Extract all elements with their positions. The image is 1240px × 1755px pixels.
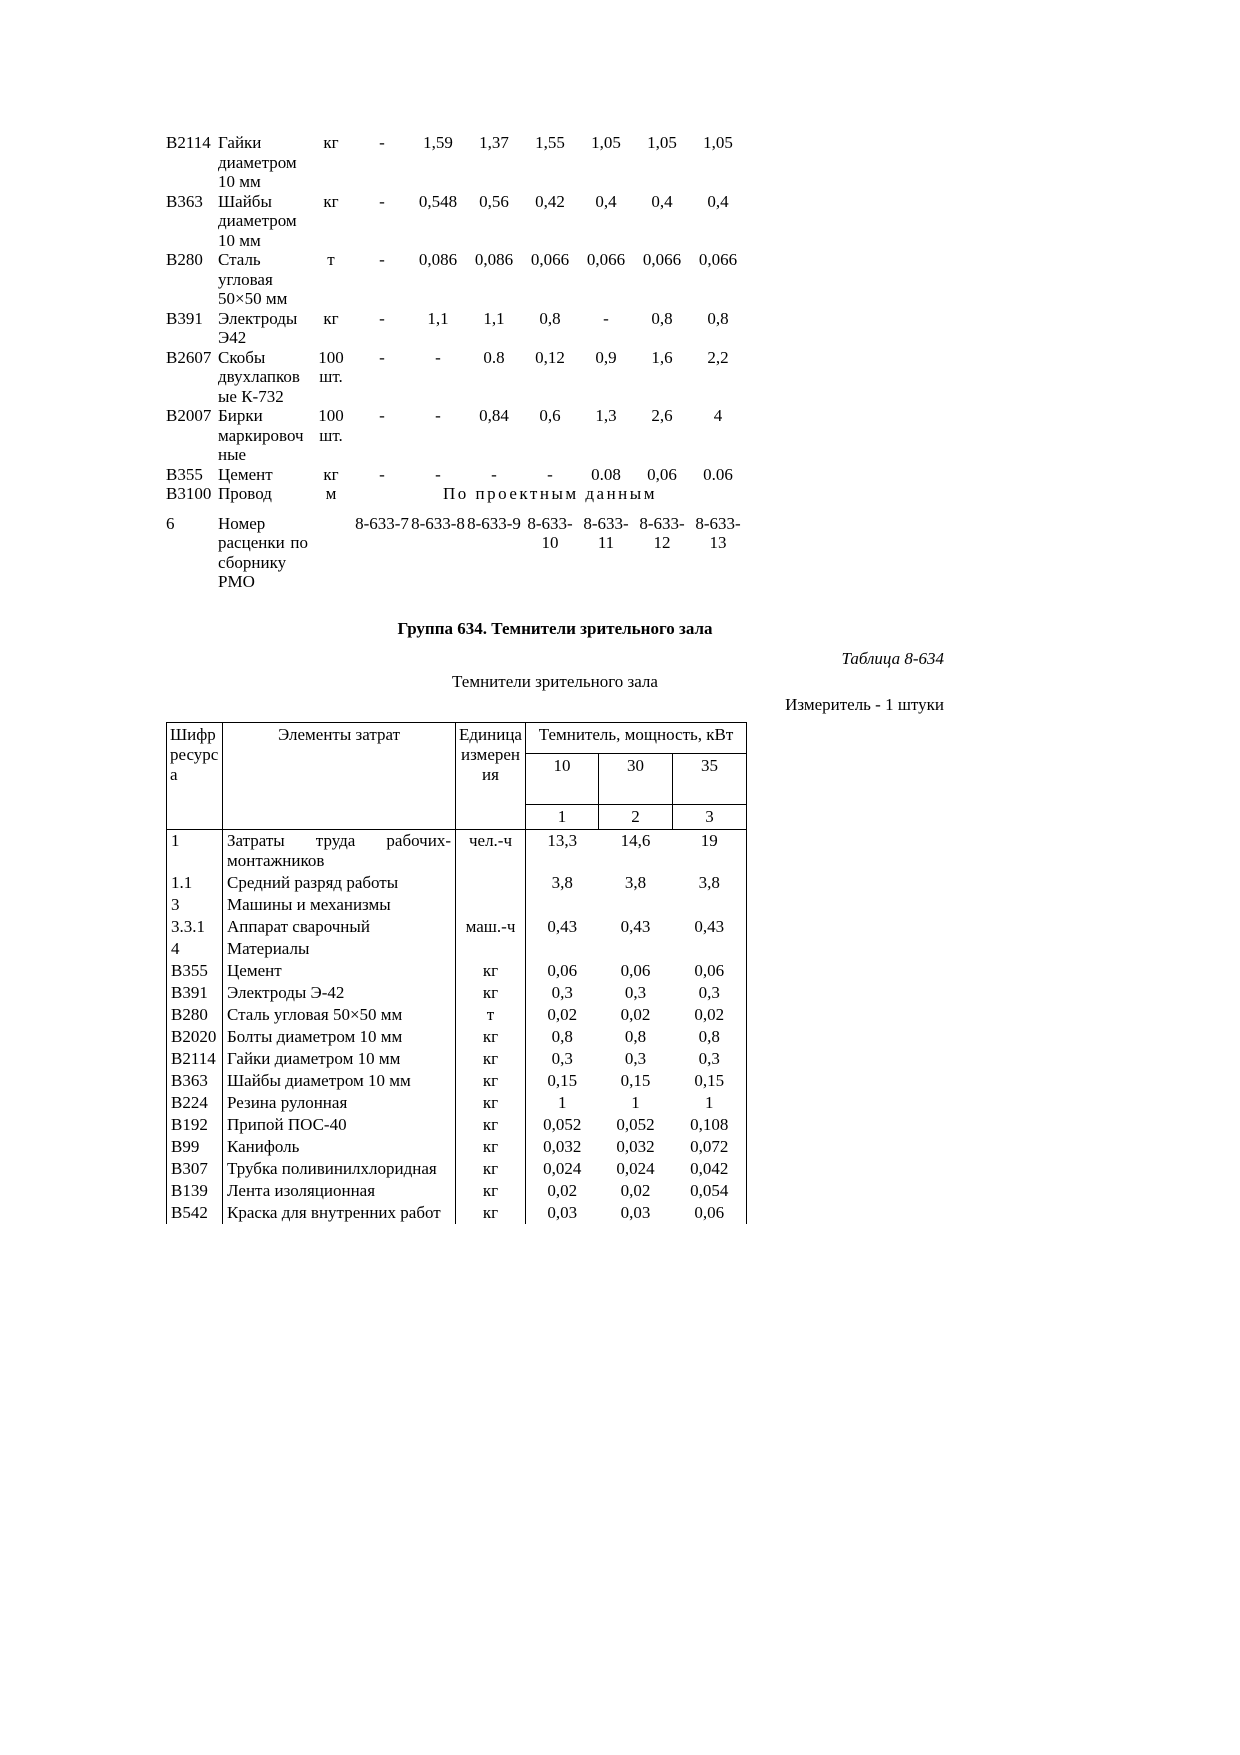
table-title: Темнители зрительного зала — [452, 671, 658, 691]
value-cell: 0,42 — [535, 191, 565, 211]
table-row — [167, 1158, 747, 1180]
unit-of-measure: т — [456, 1004, 526, 1026]
unit-of-measure: кг — [456, 1180, 526, 1202]
value-cell: 0,054 — [690, 1180, 729, 1200]
value-cell: 4 — [713, 406, 723, 425]
value-cell: 0,6 — [539, 406, 561, 425]
cost-element-name: Припой ПОС-40 — [223, 1114, 456, 1136]
value-cell: 0,8 — [698, 1026, 720, 1046]
resource-code: В355 — [166, 464, 203, 484]
value-cell: 0,02 — [694, 1004, 725, 1024]
value-cell: - — [603, 308, 609, 328]
cost-table-body — [167, 829, 747, 1224]
value-cell: 0,086 — [418, 250, 458, 269]
header-resource-code: Шифр ресурса — [167, 722, 223, 829]
cost-element-name: Материалы — [223, 938, 456, 960]
table-row — [167, 1136, 747, 1158]
table-row — [166, 504, 746, 592]
cost-element-name: Скобы двухлапковые К-732 — [218, 347, 300, 406]
resource-code: В363 — [166, 191, 203, 211]
value-cell: 0,4 — [707, 191, 729, 211]
header-row-main — [167, 722, 747, 753]
value-cell: 0,15 — [620, 1070, 651, 1090]
unit-of-measure: кг — [456, 1070, 526, 1092]
value-cell: - — [379, 308, 385, 328]
table-row — [167, 1202, 747, 1224]
value-cell: 0,086 — [474, 250, 514, 269]
group-heading: Группа 634. Темнители зрительного зала — [397, 618, 713, 638]
value-cell: 0,06 — [694, 960, 725, 980]
resource-code: В280 — [167, 1004, 223, 1026]
value-cell: 1,55 — [535, 133, 565, 152]
table-row — [167, 1070, 747, 1092]
value-cell: 0,4 — [595, 191, 617, 211]
unit-of-measure: кг — [456, 960, 526, 982]
value-cell: 3,8 — [624, 872, 647, 892]
unit-of-measure: кг — [323, 191, 339, 211]
cost-element-name: Гайки диаметром 10 мм — [218, 133, 297, 191]
value-cell: 0,8 — [624, 1026, 647, 1046]
value-cell: 0,43 — [547, 916, 578, 936]
value-cell: 1,1 — [427, 308, 449, 328]
value-cell: 1,3 — [595, 406, 617, 425]
unit-of-measure: кг — [456, 1048, 526, 1070]
value-cell: 0,43 — [694, 916, 725, 936]
cost-element-name: Шайбы диаметром 10 мм — [218, 191, 297, 250]
value-cell: 1,1 — [483, 308, 505, 328]
unit-of-measure: кг — [456, 1136, 526, 1158]
resource-code: В542 — [167, 1202, 223, 1224]
table-row — [166, 484, 746, 504]
table-row — [166, 192, 746, 251]
value-cell: 1,59 — [423, 133, 453, 152]
table-row — [167, 829, 747, 872]
table-row — [167, 1114, 747, 1136]
table-row — [167, 938, 747, 960]
table-row — [167, 1026, 747, 1048]
table-row — [167, 1180, 747, 1202]
value-cell — [673, 894, 747, 916]
resource-code: 1.1 — [167, 872, 223, 894]
unit-of-measure — [308, 504, 354, 592]
value-cell: - — [379, 406, 385, 425]
value-cell: 0.8 — [483, 347, 505, 367]
cost-element-name: Сталь угловая 50×50 мм — [223, 1004, 456, 1026]
cost-element-name: Гайки диаметром 10 мм — [223, 1048, 456, 1070]
value-cell: 0,066 — [530, 250, 570, 269]
cost-element-name: Машины и механизмы — [223, 894, 456, 916]
cost-element-name: Трубка поливинилхлоридная — [223, 1158, 456, 1180]
value-cell: 8-633-11 — [583, 513, 629, 552]
value-cell: 8-633-8 — [411, 513, 465, 533]
value-cell: 0,3 — [624, 1048, 647, 1068]
cost-element-name: Цемент — [223, 960, 456, 982]
resource-code: В2007 — [166, 406, 212, 425]
cost-element-name: Лента изоляционная — [223, 1180, 456, 1202]
resource-code: В2020 — [167, 1026, 223, 1048]
value-cell — [526, 938, 599, 960]
unit-of-measure: маш.-ч — [456, 916, 526, 938]
table-row — [167, 894, 747, 916]
value-cell: 0,15 — [547, 1070, 578, 1090]
resource-code: В307 — [167, 1158, 223, 1180]
resource-code: В99 — [167, 1136, 223, 1158]
value-cell: 0,06 — [694, 1202, 725, 1222]
cost-element-name: Сталь угловая 50×50 мм — [218, 250, 288, 308]
unit-of-measure: 100 шт. — [318, 347, 344, 386]
header-column-number-2: 2 — [599, 804, 673, 829]
value-cell — [599, 894, 673, 916]
value-cell: 0.08 — [591, 464, 621, 484]
unit-of-measure: кг — [323, 133, 339, 152]
unit-of-measure: кг — [323, 308, 339, 328]
value-cell: 1 — [631, 1092, 640, 1112]
cost-element-name: Затраты труда рабочих-монтажников — [223, 829, 456, 872]
header-power-35: 35 — [673, 753, 747, 804]
table-row — [167, 1092, 747, 1114]
value-cell: 0,06 — [547, 960, 578, 980]
table-row — [167, 1048, 747, 1070]
previous-group-resource-table — [166, 133, 746, 592]
header-column-number-1: 1 — [526, 804, 599, 829]
table-number-label: Таблица 8-634 — [841, 649, 944, 668]
resource-code: В2114 — [166, 133, 211, 152]
unit-of-measure — [456, 938, 526, 960]
value-cell: 0,3 — [624, 982, 647, 1002]
value-cell: 0,042 — [690, 1158, 729, 1178]
table-row — [166, 309, 746, 348]
resource-code: В355 — [167, 960, 223, 982]
value-cell: 1,05 — [591, 133, 621, 152]
value-cell: 0,8 — [551, 1026, 573, 1046]
cost-element-name: Электроды Э-42 — [223, 982, 456, 1004]
value-cell: 0,052 — [543, 1114, 582, 1134]
resource-code: 1 — [167, 829, 223, 872]
value-cell: 0,02 — [547, 1180, 578, 1200]
cost-element-name: Электроды Э42 — [218, 308, 298, 347]
value-cell: - — [379, 133, 385, 152]
value-cell: 2,6 — [651, 406, 673, 425]
header-power-group: Темнитель, мощность, кВт — [526, 722, 747, 753]
resource-code: В139 — [167, 1180, 223, 1202]
value-cell: 0,02 — [620, 1004, 651, 1024]
value-cell: 0,8 — [651, 308, 673, 328]
unit-of-measure: кг — [456, 982, 526, 1004]
unit-of-measure: кг — [456, 1114, 526, 1136]
previous-table-body — [166, 133, 746, 592]
value-cell: 19 — [700, 830, 718, 850]
value-cell — [599, 938, 673, 960]
value-cell — [673, 938, 747, 960]
resource-code: В391 — [167, 982, 223, 1004]
value-cell: 0,15 — [694, 1070, 725, 1090]
value-cell: 8-633-10 — [527, 513, 573, 552]
resource-code: В192 — [167, 1114, 223, 1136]
value-cell: 0,3 — [698, 982, 720, 1002]
value-cell: 0,3 — [698, 1048, 720, 1068]
value-cell: 0,066 — [642, 250, 682, 269]
header-power-10: 10 — [526, 753, 599, 804]
page-content — [166, 0, 944, 1224]
table-row — [166, 348, 746, 407]
value-cell: - — [435, 347, 441, 367]
unit-of-measure: чел.-ч — [456, 829, 526, 872]
cost-element-name: Болты диаметром 10 мм — [223, 1026, 456, 1048]
value-cell: 0,06 — [647, 464, 677, 484]
cost-element-name: Резина рулонная — [223, 1092, 456, 1114]
cost-element-name: Провод — [218, 484, 272, 503]
value-cell: 0,3 — [551, 1048, 573, 1068]
value-cell: 0,024 — [616, 1158, 655, 1178]
span-note: По проектным данным — [443, 484, 657, 503]
cost-element-name: Краска для внутренних работ — [223, 1202, 456, 1224]
cost-element-name: Цемент — [218, 464, 273, 484]
value-cell: - — [379, 347, 385, 367]
value-cell: 0,066 — [586, 250, 626, 269]
table-row — [167, 1004, 747, 1026]
resource-code: В2114 — [167, 1048, 223, 1070]
value-cell: 0,066 — [698, 250, 738, 269]
value-cell: 3,8 — [551, 872, 573, 892]
value-cell: 1,6 — [651, 347, 673, 367]
value-cell: 1,05 — [703, 133, 733, 152]
value-cell: 0,56 — [479, 191, 509, 211]
value-cell: 0,3 — [551, 982, 573, 1002]
value-cell: 1,37 — [479, 133, 509, 152]
value-cell: 8-633-13 — [695, 513, 741, 552]
unit-of-measure — [456, 872, 526, 894]
resource-code: В363 — [167, 1070, 223, 1092]
resource-code: В224 — [167, 1092, 223, 1114]
value-cell: - — [435, 406, 441, 425]
unit-of-measure: кг — [456, 1026, 526, 1048]
cost-table — [166, 722, 747, 1224]
unit-of-measure: 100 шт. — [318, 406, 344, 445]
value-cell: 2,2 — [707, 347, 729, 367]
value-cell: 0,02 — [547, 1004, 578, 1024]
value-cell: - — [379, 464, 385, 484]
value-cell: 14,6 — [620, 830, 651, 850]
unit-of-measure: кг — [456, 1158, 526, 1180]
value-cell: 0,03 — [547, 1202, 578, 1222]
value-cell: 0,84 — [479, 406, 509, 425]
unit-of-measure: кг — [456, 1202, 526, 1224]
measure-note: Измеритель - 1 штуки — [785, 695, 944, 714]
value-cell: 0,03 — [620, 1202, 651, 1222]
unit-of-measure: кг — [323, 464, 339, 484]
header-column-number-3: 3 — [673, 804, 747, 829]
unit-of-measure: кг — [456, 1092, 526, 1114]
cost-element-name: Шайбы диаметром 10 мм — [223, 1070, 456, 1092]
table-row — [167, 872, 747, 894]
value-cell: 0,548 — [418, 191, 458, 211]
cost-element-name: Средний разряд работы — [223, 872, 456, 894]
table-row — [167, 960, 747, 982]
value-cell: 0,8 — [707, 308, 729, 328]
table-row — [166, 406, 746, 465]
value-cell: - — [379, 250, 385, 269]
resource-code: 3.3.1 — [167, 916, 223, 938]
value-cell: 0,02 — [620, 1180, 651, 1200]
value-cell: 1 — [558, 1092, 567, 1112]
value-cell: 0.06 — [703, 464, 733, 484]
value-cell: 1,05 — [647, 133, 677, 152]
value-cell: 0,032 — [543, 1136, 582, 1156]
resource-code: 6 — [166, 513, 175, 533]
header-cost-elements: Элементы затрат — [223, 722, 456, 829]
table-row — [166, 465, 746, 485]
value-cell: - — [547, 464, 553, 484]
value-cell: 0,9 — [595, 347, 617, 367]
unit-of-measure — [456, 894, 526, 916]
value-cell — [526, 894, 599, 916]
value-cell: 0,052 — [616, 1114, 655, 1134]
resource-code: 4 — [167, 938, 223, 960]
unit-of-measure: т — [327, 250, 335, 269]
value-cell: 0,8 — [539, 308, 561, 328]
value-cell: 0,032 — [616, 1136, 655, 1156]
table-row — [166, 133, 746, 192]
unit-of-measure: м — [325, 484, 337, 503]
value-cell: 0,06 — [620, 960, 651, 980]
header-power-30: 30 — [599, 753, 673, 804]
cost-table-header — [167, 722, 747, 829]
cost-element-name: Аппарат сварочный — [223, 916, 456, 938]
value-cell: 0,12 — [535, 347, 565, 367]
value-cell: 0,4 — [651, 191, 673, 211]
resource-code: 3 — [167, 894, 223, 916]
resource-code: В2607 — [166, 347, 212, 367]
value-cell: 3,8 — [698, 872, 720, 892]
value-cell: 8-633-12 — [639, 513, 685, 552]
table-row — [167, 982, 747, 1004]
value-cell: - — [491, 464, 497, 484]
value-cell: 8-633-7 — [355, 513, 409, 533]
table-row — [167, 916, 747, 938]
value-cell: 0,108 — [690, 1114, 729, 1134]
value-cell: 8-633-9 — [467, 513, 521, 533]
value-cell: 13,3 — [547, 830, 578, 850]
resource-code: В3100 — [166, 484, 212, 503]
value-cell: 0,024 — [543, 1158, 582, 1178]
table-row — [166, 250, 746, 309]
cost-element-name: Канифоль — [223, 1136, 456, 1158]
value-cell: - — [435, 464, 441, 484]
resource-code: В391 — [166, 308, 203, 328]
value-cell: - — [379, 191, 385, 211]
value-cell: 1 — [705, 1092, 714, 1112]
value-cell: 0,072 — [690, 1136, 729, 1156]
cost-element-name: Номер расценки по сборнику РМО — [218, 513, 308, 591]
cost-element-name: Бирки маркировочные — [218, 406, 304, 464]
value-cell: 0,43 — [620, 916, 651, 936]
header-unit-of-measure: Единица измерения — [456, 722, 526, 829]
resource-code: В280 — [166, 250, 203, 269]
